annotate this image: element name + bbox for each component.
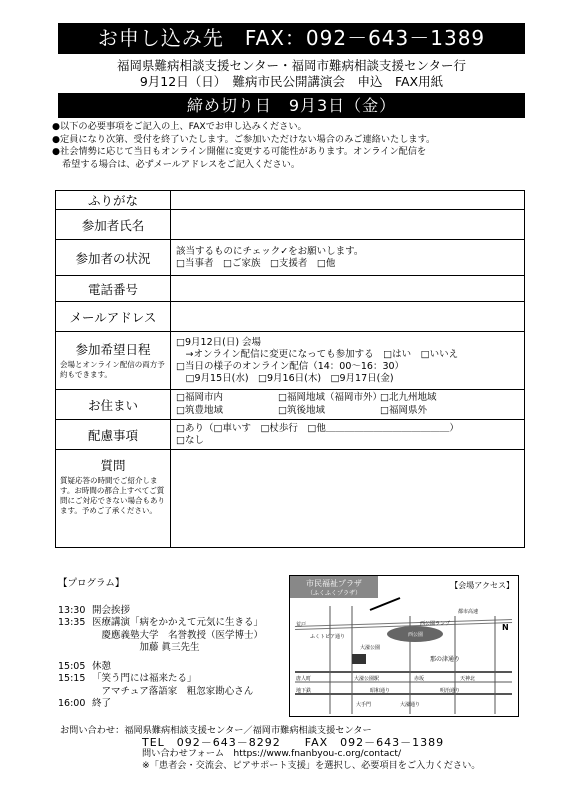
address-option[interactable]: □筑豊地域 [176, 405, 223, 416]
address-label: お住まい [56, 390, 171, 420]
deadline-banner: 締め切り日 9月3日（金） [58, 93, 525, 118]
question-label: 質問 [100, 458, 126, 473]
program-item [58, 617, 288, 630]
note-line: 希望する場合は、必ずメールアドレスをご記入ください。 [62, 158, 301, 170]
email-field[interactable] [171, 302, 525, 332]
event-line: 9月12日（日） 難病市民公開講演会 申込 FAX用紙 [139, 74, 444, 89]
map-label: 赤坂 [414, 676, 425, 682]
program-time: 16:00 [58, 698, 86, 709]
map-label: 昭和通り [370, 688, 391, 694]
program-time: 15:15 [58, 673, 86, 684]
program-item [58, 605, 288, 618]
care-field[interactable] [171, 420, 525, 450]
map-label: 那の津通り [430, 656, 461, 663]
venue-marker [352, 654, 366, 664]
program-time: 15:05 [58, 660, 86, 672]
phone-field[interactable] [171, 276, 525, 302]
map-label: 大濠通り [400, 702, 421, 708]
program-time [58, 686, 92, 699]
status-options[interactable]: □当事者 □ご家族 □支援者 □他 [176, 257, 336, 269]
schedule-option[interactable]: →オンライン配信に変更になっても参加する □はい □いいえ [176, 348, 459, 360]
map-venue-kana: （ふくふくプラザ） [306, 590, 362, 597]
name-field[interactable] [171, 210, 525, 240]
address-option[interactable]: □福岡県外 [380, 405, 427, 416]
note-line: ●定員になり次第、受付を終了いたします。ご参加いただけない場合のみご連絡いたします。 [52, 133, 436, 145]
schedule-option[interactable]: □当日の様子のオンライン配信（14：00～16：30） [176, 360, 405, 372]
footer-note: ※「患者会・交流会、ピアサポート支援」を選択し、必要項目をご入力ください。 [142, 759, 481, 771]
program-text: アマチュア落語家 粗忽家勘心さん [92, 685, 254, 697]
program [58, 578, 288, 711]
program-item [58, 686, 288, 699]
question-label-cell [56, 450, 171, 548]
map-label: 天神北 [460, 676, 476, 682]
footer-form-link[interactable]: 問い合わせフォーム https://www.fnanbyou-c.org/contact/ [142, 748, 402, 760]
address-option[interactable]: □福岡地域（福岡市外） [278, 392, 382, 403]
program-item [58, 698, 288, 711]
question-field[interactable] [171, 450, 525, 548]
schedule-note: 会場とオンライン配信の両方予約もできます。 [60, 359, 165, 379]
program-text: 慶應義塾大学 名誉教授（医学博士） [92, 629, 264, 641]
map-label: 西公園ランプ [420, 621, 451, 627]
name-label: 参加者氏名 [56, 210, 171, 240]
footer [60, 725, 520, 771]
program-time: 13:35 [58, 617, 86, 628]
program-item [58, 642, 288, 655]
phone-label: 電話番号 [56, 276, 171, 302]
email-label: メールアドレス [56, 302, 171, 332]
question-note: 質疑応答の時間でご紹介します。お時間の都合上すべてご質問にご対応できない場合もあります。予めご了承ください。 [60, 476, 165, 515]
program-text: 終了 [92, 698, 112, 709]
map-label: 唐人町 [296, 676, 312, 682]
program-time [58, 630, 92, 643]
note-line: ●以下の必要事項をご記入の上、FAXでお申し込みください。 [52, 121, 307, 132]
map-label: 明治通り [440, 688, 461, 694]
schedule-label: 参加希望日程 [75, 341, 151, 357]
program-time: 13:30 [58, 604, 86, 616]
map-label: 大手門 [356, 702, 372, 708]
access-map [289, 575, 519, 717]
program-text: 医療講演「病をかかえて元気に生きる」 [92, 617, 264, 628]
address-field[interactable] [171, 390, 525, 420]
map-roads [295, 606, 512, 714]
program-text: 加藤 眞三先生 [92, 642, 200, 653]
map-label: 都市高速 [458, 609, 479, 615]
address-option[interactable]: □北九州地域 [380, 392, 437, 403]
schedule-label-cell [56, 332, 171, 390]
furigana-field[interactable] [171, 191, 525, 210]
footer-tel: TEL 092－643－8292 FAX 092－643－1389 [142, 735, 445, 749]
notes [52, 121, 530, 171]
map-label: 荒戸 [296, 622, 307, 628]
application-form [55, 190, 525, 548]
north-icon: N [502, 623, 509, 632]
schedule-option[interactable]: □9月15日(水) □9月16日(木) □9月17日(金) [176, 372, 394, 384]
map-label: 地下鉄 [296, 688, 312, 694]
program-text: 「笑う門には福来たる」 [92, 673, 197, 684]
map-label: 大濠公園 [360, 645, 381, 651]
program-item [58, 630, 288, 643]
furigana-label: ふりがな [56, 191, 171, 210]
program-item [58, 661, 288, 674]
map-label: ふくトピア通り [310, 634, 346, 640]
map-label: 西公園 [408, 632, 424, 638]
program-time [58, 642, 92, 655]
map-label: 大濠公園駅 [354, 676, 380, 682]
program-text: 休憩 [92, 660, 112, 672]
care-label: 配慮事項 [56, 420, 171, 450]
footer-contact: お問い合わせ：福岡県難病相談支援センター／福岡市難病相談支援センター [60, 725, 372, 736]
status-instruction: 該当するものにチェック✓をお願いします。 [176, 245, 364, 257]
map-title: 【会場アクセス】 [450, 581, 514, 590]
address-option[interactable]: □福岡市内 [176, 392, 223, 403]
schedule-option[interactable]: □9月12日(日) 会場 [176, 336, 262, 348]
status-field[interactable] [171, 240, 525, 276]
schedule-field[interactable] [171, 332, 525, 390]
status-label: 参加者の状況 [56, 240, 171, 276]
program-text: 開会挨拶 [92, 604, 131, 616]
fax-banner: お申し込み先 FAX：092－643－1389 [58, 23, 525, 54]
program-item [58, 673, 288, 686]
address-option[interactable]: □筑後地域 [278, 405, 325, 416]
org-line: 福岡県難病相談支援センター・福岡市難病相談支援センター行 [116, 58, 466, 73]
map-venue: 市民福祉プラザ [306, 579, 362, 588]
program-title: 【プログラム】 [58, 578, 125, 589]
care-option-no[interactable]: □なし [176, 434, 204, 446]
care-option-yes[interactable]: □あり（□車いす □杖歩行 □他＿＿＿＿＿＿＿＿＿＿＿＿＿） [176, 422, 459, 434]
note-line: ●社会情勢に応じて当日もオンライン開催に変更する可能性があります。オンライン配信を [52, 146, 427, 157]
